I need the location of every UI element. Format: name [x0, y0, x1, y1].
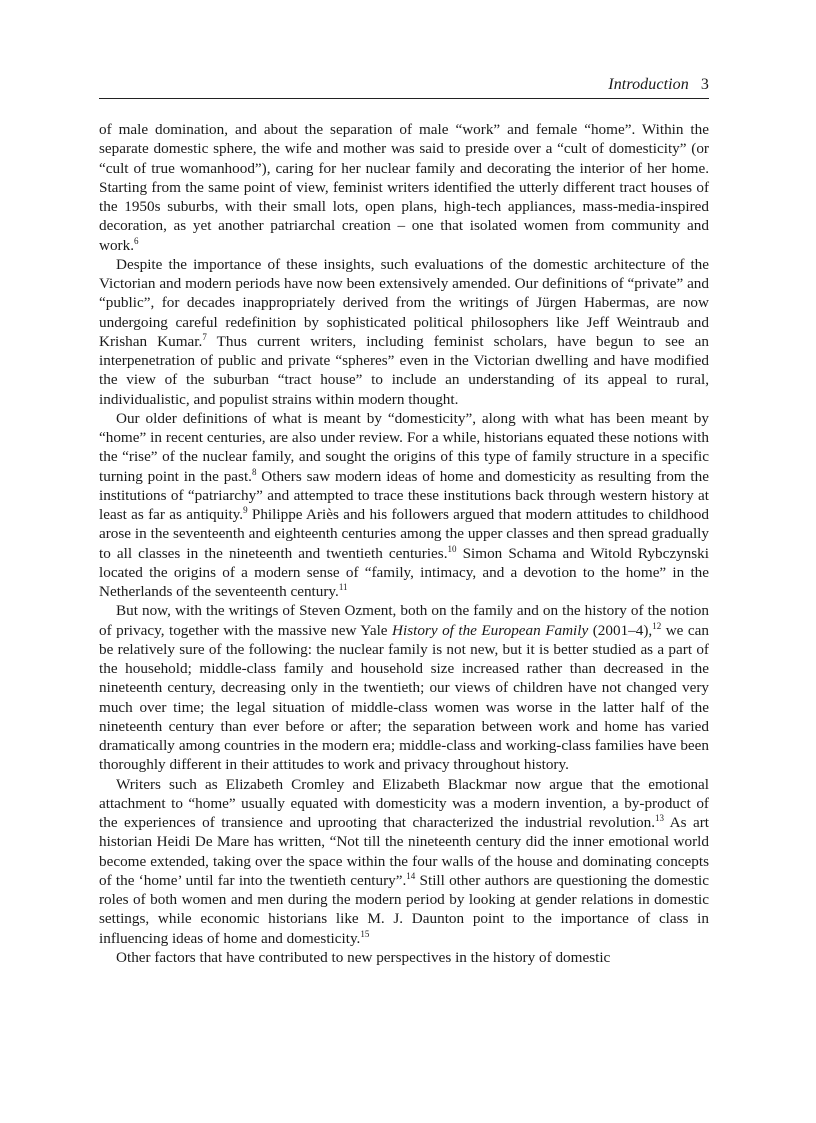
text-run: Philippe Ariès and his followers argued that modern attitudes to childhood arose in the seventeenth and eighteenth centuries among the upper classes and then spread gradually to all classes in the nineteenth and twentieth centuries.	[99, 506, 709, 562]
header-rule	[99, 98, 709, 99]
footnote-marker: 15	[360, 928, 370, 939]
paragraph	[99, 948, 709, 967]
paragraph	[99, 120, 709, 255]
book-title: History of the European Family	[392, 621, 589, 639]
text-run: Our older definitions of what is meant by “domesticity”, along with what has been meant by “home” in recent centuries, are also under review. For a while, historians equated these notions with the “rise” of the nuclear family, and sought the origins of this type of family structure in a specific turning point in the past.	[99, 409, 709, 485]
text-run: Other factors that have contributed to new perspectives in the history of domestic	[116, 948, 611, 966]
text-run: Simon Schama and Witold Rybczynski located the origins of a modern sense of “family, intimacy, and a devotion to the home” in the Netherlands of the seventeenth century.	[99, 544, 709, 600]
paragraph	[99, 409, 709, 602]
text-run: Thus current writers, including feminist scholars, have begun to see an interpenetration of public and private “spheres” even in the Victorian dwelling and have modified the view of the suburban “tract house” to include an understanding of its appeal to rural, individualistic, and populist strains within modern thought.	[99, 332, 710, 408]
text-run: Writers such as Elizabeth Cromley and Elizabeth Blackmar now argue that the emotional attachment to “home” usually equated with domesticity was a modern invention, a by-product of the experiences of transience and uprooting that characterized the industrial revolution.	[99, 775, 709, 831]
text-run: of male domination, and about the separation of male “work” and female “home”. Within the separate domestic sphere, the wife and mother was said to preside over a “cult of domesticity” (or “cult of true womanhood”), caring for her nuclear family and decorating the interior of her home. Starting from the same point of view, feminist writers identified the utterly different tract houses of the 1950s suburbs, with their small lots, open plans, high-tech appliances, mass-media-inspired decoration, as yet another patriarchal creation – one that isolated women from community and work.	[99, 121, 709, 254]
text-run: Still other authors are questioning the domestic roles of both women and men during the modern period by looking at gender relations in domestic settings, while economic historians like M. J. Daunton point to the importance of class in influencing ideas of home and domesticity.	[99, 871, 709, 947]
text-run: (2001–4),	[588, 621, 653, 639]
page-number: 3	[700, 76, 709, 93]
footnote-marker: 6	[134, 235, 139, 246]
footnote-marker: 7	[202, 331, 207, 342]
footnote-marker: 10	[447, 543, 457, 554]
footnote-marker: 9	[243, 505, 248, 515]
text-run: we can be relatively sure of the following: the nuclear family is not new, but it is better studied as a part of the household; middle-class family and household size increased rather than decreased in the nineteenth century, decreasing only in the twentieth; our views of children have not changed very much over time; the legal situation of middle-class women was worse in the latter half of the nineteenth century than ever before or after; the separation between work and home has varied dramatically among countries in the modern era; middle-class and working-class families have been thoroughly different in their attitudes to work and privacy throughout history.	[99, 621, 709, 774]
running-head	[608, 76, 709, 94]
body-text	[99, 120, 709, 967]
footnote-marker: 12	[652, 620, 662, 631]
text-run: But now, with the writings of Steven Ozment, both on the family and on the history of the notion of privacy, together with the massive new Yale	[99, 602, 709, 639]
text-run: As art historian Heidi De Mare has written, “Not till the nineteenth century did the inner emotional world become extended, taking over the space within the four walls of the house and dominating concepts of the ‘home’ until far into the twentieth century”.	[99, 814, 710, 889]
footnote-marker: 14	[406, 870, 416, 881]
paragraph	[99, 601, 709, 774]
paragraph	[99, 255, 709, 409]
footnote-marker: 11	[338, 582, 348, 592]
text-run: Others saw modern ideas of home and domesticity as resulting from the institutions of “patriarchy” and attempted to trace these institutions back through western history at least as far as antiquity.	[99, 467, 709, 523]
running-head-section: Introduction	[608, 76, 689, 93]
text-run: Despite the importance of these insights, such evaluations of the domestic architecture of the Victorian and modern periods have now been extensively amended. Our definitions of “private” and “public”, for decades inappropriately derived from the writings of Jürgen Habermas, are now undergoing careful redefinition by sophisticated political philosophers like Jeff Weintraub and Krishan Kumar.	[99, 255, 709, 350]
footnote-marker: 8	[251, 466, 257, 477]
footnote-marker: 13	[655, 813, 664, 823]
paragraph	[99, 775, 709, 948]
